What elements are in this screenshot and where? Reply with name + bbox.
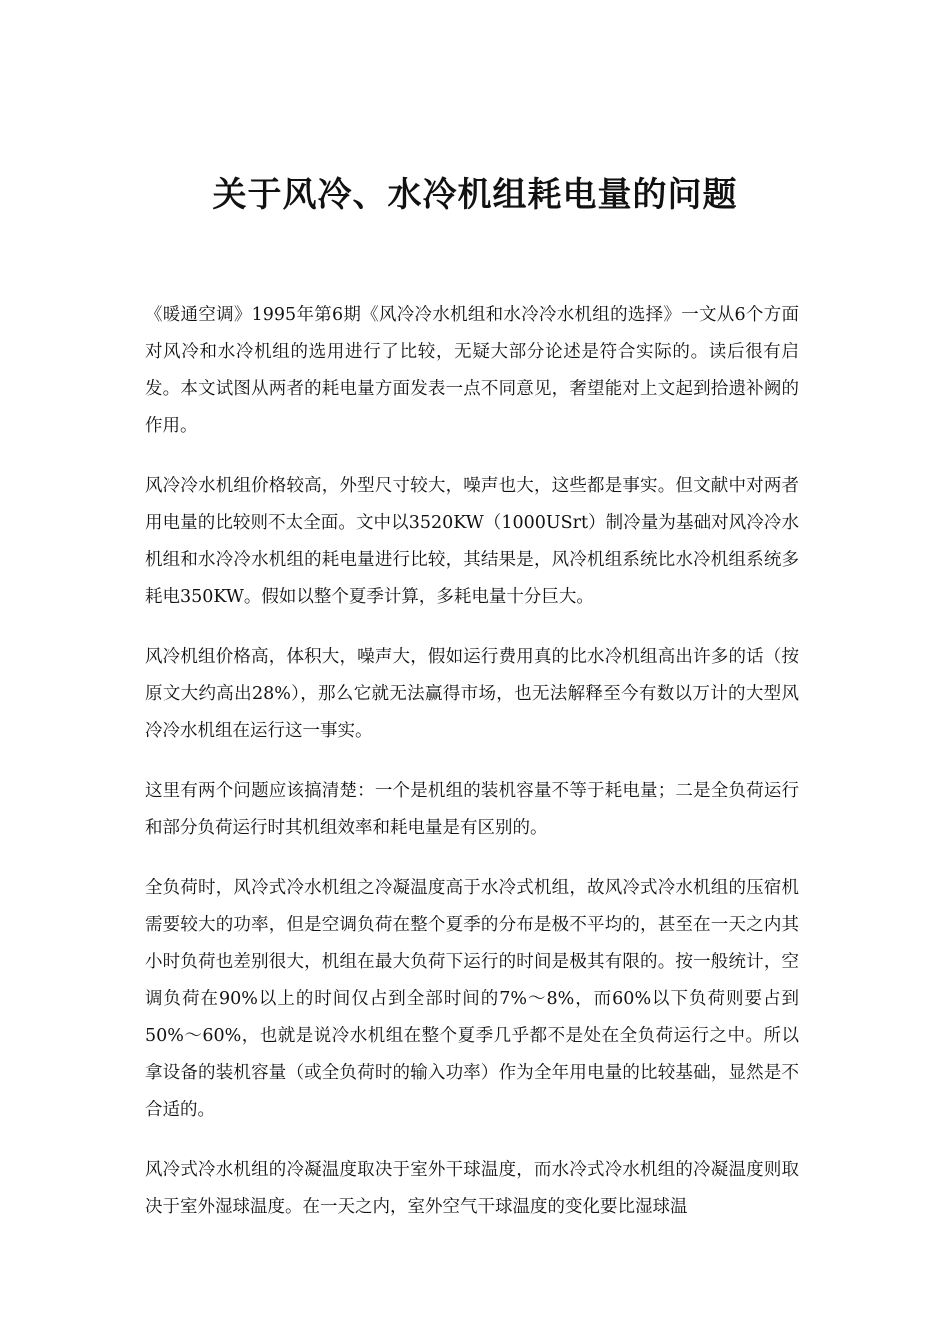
paragraph-6: 风冷式冷水机组的冷凝温度取决于室外干球温度，而水冷式冷水机组的冷凝温度则取决于室外湿球温度。在一天之内，室外空气干球温度的变化要比湿球温 <box>145 1160 799 1217</box>
document-title: 关于风冷、水冷机组耗电量的问题 <box>212 174 738 215</box>
paragraph-3: 风冷机组价格高，体积大，噪声大，假如运行费用真的比水冷机组高出许多的话（按原文大约高出28%），那么它就无法赢得市场，也无法解释至今有数以万计的大型风冷冷水机组在运行这一事实。 <box>145 647 799 741</box>
paragraph-5: 全负荷时，风冷式冷水机组之冷凝温度高于水冷式机组，故风冷式冷水机组的压宿机需要较大的功率，但是空调负荷在整个夏季的分布是极不平均的，甚至在一天之内其小时负荷也差别很大，机组在最大负荷下运行的时间是极其有限的。按一般统计，空调负荷在90%以上的时间仅占到全部时间的7%～8%，而60%以下负荷则要占到50%～60%，也就是说冷水机组在整个夏季几乎都不是处在全负荷运行之中。所以拿设备的装机容量（或全负荷时的输入功率）作为全年用电量的比较基础，显然是不合适的。 <box>145 878 799 1120</box>
paragraph-4: 这里有两个问题应该搞清楚：一个是机组的装机容量不等于耗电量；二是全负荷运行和部分负荷运行时其机组效率和耗电量是有区别的。 <box>145 781 799 838</box>
paragraph-1: 《暖通空调》1995年第6期《风冷冷水机组和水冷冷水机组的选择》一文从6个方面对风冷和水冷机组的选用进行了比较，无疑大部分论述是符合实际的。读后很有启发。本文试图从两者的耗电量方面发表一点不同意见，奢望能对上文起到拾遗补阙的作用。 <box>145 305 799 436</box>
document-body <box>145 297 799 1249</box>
paragraph-2: 风冷冷水机组价格较高，外型尺寸较大，噪声也大，这些都是事实。但文献中对两者用电量的比较则不太全面。文中以3520KW（1000USrt）制冷量为基础对风冷冷水机组和水冷冷水机组的耗电量进行比较，其结果是，风冷机组系统比水冷机组系统多耗电350KW。假如以整个夏季计算，多耗电量十分巨大。 <box>145 476 799 607</box>
